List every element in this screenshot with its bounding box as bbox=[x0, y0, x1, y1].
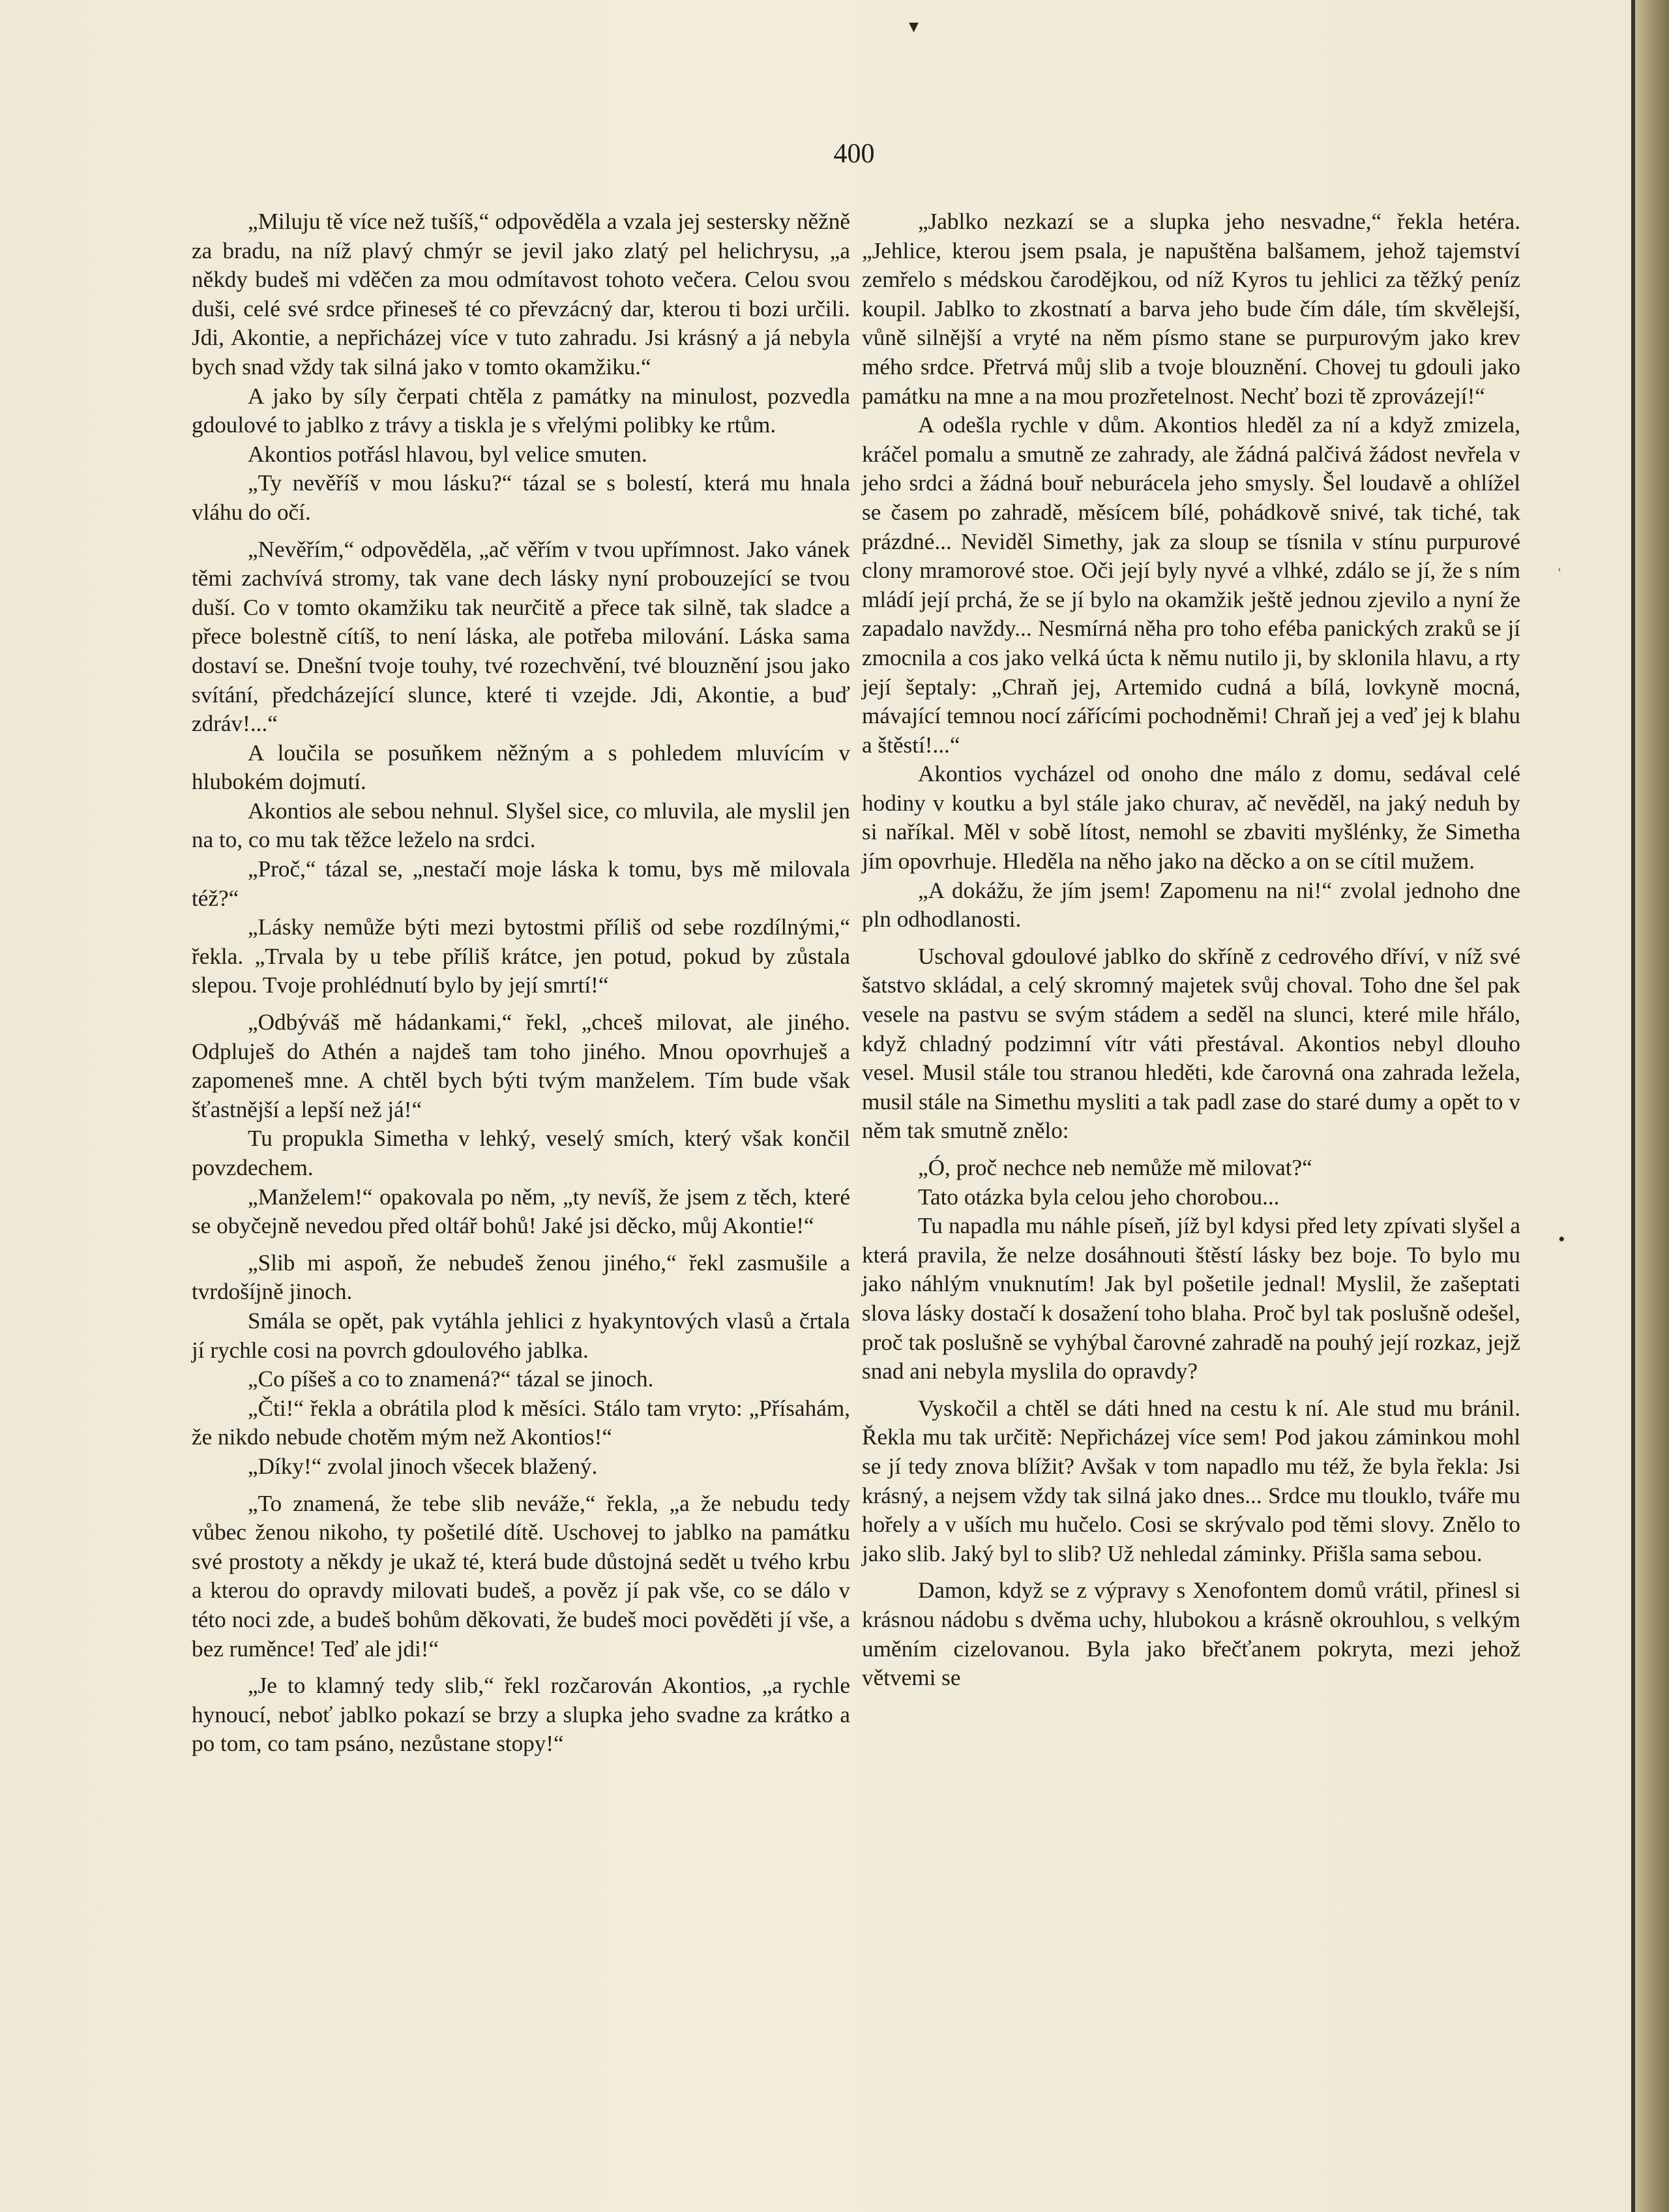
paragraph: „Co píšeš a co to znamená?“ tázal se jinoch. bbox=[248, 1366, 654, 1392]
paragraph: Damon, když se z výpravy s Xenofontem domů vrátil, přinesl si krásnou nádobu s dvěma uchy, hlubokou a krásně okrouhlou, s velkým uměním cizelovanou. Byla jako břečťanem pokryta, mezi jehož větvemi se bbox=[862, 1577, 1520, 1691]
paragraph: „Ó, proč nechce neb nemůže mě milovat?“ bbox=[918, 1155, 1312, 1180]
paragraph: A jako by síly čerpati chtěla z památky na minulost, pozvedla gdoulové to jablko z trávy a tiskla je s vřelými polibky ke rtům. bbox=[192, 383, 850, 438]
paragraph: Akontios vycházel od onoho dne málo z domu, sedával celé hodiny v koutku a byl stále jako churav, ač nevěděl, na jaký neduh by si naříkal. Měl v sobě lítost, nemohl se zbaviti myšlénky, že Simetha jím opovrhuje. Hleděla na něho jako na děcko a on se cítil mužem. bbox=[862, 761, 1520, 874]
paragraph: Tato otázka byla celou jeho chorobou... bbox=[918, 1184, 1280, 1210]
paragraph: „To znamená, že tebe slib neváže,“ řekla, „a že nebudu tedy vůbec ženou nikoho, ty pošetilé dítě. Uschovej to jablko na památku své prostoty a někdy je ukaž té, která bude důstojná sedět u tvého krbu a kterou do opravdy milovati budeš, a pověz jí pak vše, co se dálo v této noci zde, a budeš bohům děkovati, že budeš moci pověděti jí vše, a bez ruměnce! Teď ale jdi!“ bbox=[192, 1490, 850, 1662]
paragraph: Vyskočil a chtěl se dáti hned na cestu k ní. Ale stud mu bránil. Řekla mu tak určitě: Nepřicházej více sem! Pod jakou záminkou mohl se jí tedy znova blížit? Avšak v tom napadlo mu též, že byla řekla: Jsi krásný, a nejsem vždy tak silná jako dnes... Srdce mu tlouklo, tváře mu hořely a v uších mu hučelo. Cosi se skrývalo pod těmi slovy. Znělo to jako slib. Jaký byl to slib? Už nehledal záminky. Přišla sama sebou. bbox=[862, 1395, 1520, 1566]
left-column bbox=[192, 207, 850, 1759]
page-number: 400 bbox=[833, 139, 875, 169]
paragraph: „Ty nevěříš v mou lásku?“ tázal se s bolestí, která mu hnala vláhu do očí. bbox=[192, 470, 850, 525]
paragraph: „A dokážu, že jím jsem! Zapomenu na ni!“ zvolal jednoho dne pln odhodlanosti. bbox=[862, 877, 1520, 933]
print-mark-margin: ' bbox=[1558, 565, 1561, 581]
page-edge-binding bbox=[1635, 0, 1669, 2212]
paragraph: Akontios potřásl hlavou, byl velice smuten. bbox=[248, 441, 647, 467]
paragraph: „Odbýváš mě hádankami,“ řekl, „chceš milovat, ale jiného. Odpluješ do Athén a najdeš tam toho jiného. Mnou opovrhuješ a zapomeneš mne. A chtěl bych býti tvým manželem. Tím bude však šťastnější a lepší než já!“ bbox=[192, 1009, 850, 1122]
paragraph: Tu propukla Simetha v lehký, veselý smích, který však končil povzdechem. bbox=[192, 1126, 850, 1180]
paragraph: „Lásky nemůže býti mezi bytostmi příliš od sebe rozdílnými,“ řekla. „Trvala by u tebe příliš krátce, jen potud, pokud by zůstala slepou. Tvoje prohlédnutí bylo by její smrtí!“ bbox=[192, 914, 850, 998]
paragraph: „Slib mi aspoň, že nebudeš ženou jiného,“ řekl zasmušile a tvrdošíjně jinoch. bbox=[192, 1249, 850, 1305]
paragraph: „Proč,“ tázal se, „nestačí moje láska k tomu, bys mě milovala též?“ bbox=[192, 856, 850, 911]
paragraph: „Je to klamný tedy slib,“ řekl rozčarován Akontios, „a rychle hynoucí, neboť jablko pokazí se brzy a slupka jeho svadne za krátko a po tom, co tam psáno, nezůstane stopy!“ bbox=[192, 1673, 850, 1757]
paragraph: Akontios ale sebou nehnul. Slyšel sice, co mluvila, ale myslil jen na to, co mu tak těžce leželo na srdci. bbox=[192, 798, 850, 853]
right-column bbox=[862, 207, 1520, 1693]
paragraph: „Manželem!“ opakovala po něm, „ty nevíš, že jsem z těch, které se obyčejně nevedou před oltář bohů! Jaké jsi děcko, můj Akontie!“ bbox=[192, 1184, 850, 1239]
print-mark-right: • bbox=[1558, 1229, 1565, 1250]
paragraph: „Díky!“ zvolal jinoch všecek blažený. bbox=[248, 1453, 598, 1479]
paragraph: A loučila se posuňkem něžným a s pohledem mluvícím v hlubokém dojmutí. bbox=[192, 740, 850, 795]
paragraph: „Nevěřím,“ odpověděla, „ač věřím v tvou upřímnost. Jako vánek těmi zachvívá stromy, tak vane dech lásky nyní probouzející se tvou duší. Co v tomto okamžiku tak neurčitě a přece tak silně, tak sladce a přece bolestně cítíš, to není láska, ale potřeba milování. Láska sama dostaví se. Dnešní tvoje touhy, tvé rozechvění, tvé blouznění jsou jako svítání, předcházející slunce, které ti vzejde. Jdi, Akontie, a buď zdráv!...“ bbox=[192, 536, 850, 737]
paragraph: „Miluju tě více než tušíš,“ odpověděla a vzala jej sestersky něžně za bradu, na níž plavý chmýr se jevil jako zlatý pel helichrysu, „a někdy budeš mi vděčen za mou odmítavost tohoto večera. Celou svou duši, celé své srdce přineseš té co převzácný dar, kterou ti bozi určili. Jdi, Akontie, a nepřicházej více v tuto zahradu. Jsi krásný a já nebyla bych snad vždy tak silná jako v tomto okamžiku.“ bbox=[192, 209, 850, 380]
paragraph: Uschoval gdoulové jablko do skříně z cedrového dříví, v níž své šatstvo skládal, a celý skromný majetek svůj choval. Toho dne šel pak vesele na pastvu se svým stádem a seděl na slunci, které mile hřálo, když chladný podzimní vítr váti přestával. Akontios nebyl dlouho vesel. Musil stále tou stranou hleděti, kde čarovná ona zahrada ležela, musil stále na Simethu mysliti a tak padl zase do staré dumy a opět to v něm tak smutně znělo: bbox=[862, 943, 1520, 1144]
paragraph: „Čti!“ řekla a obrátila plod k měsíci. Stálo tam vryto: „Přísahám, že nikdo nebude chotěm mým než Akontios!“ bbox=[192, 1395, 850, 1450]
paragraph: „Jablko nezkazí se a slupka jeho nesvadne,“ řekla hetéra. „Jehlice, kterou jsem psala, je napuštěna balšamem, jehož tajemství zemřelo s médskou čarodějkou, od níž Kyros tu jehlici za těžký peníz koupil. Jablko to zkostnatí a barva jeho bude čím dále, tím skvělejší, vůně silnější a vryté na něm písmo stane se purpurovým jako krev mého srdce. Přetrvá můj slib a tvoje blouznění. Chovej tu gdouli jako památku na mne a na mou prozřetelnost. Nechť bozi tě zprovázejí!“ bbox=[862, 209, 1520, 409]
paragraph: A odešla rychle v dům. Akontios hleděl za ní a když zmizela, kráčel pomalu a smutně ze zahrady, ale žádná palčivá žádost nevřela v jeho srdci a žádná bouř neburácela jeho smysly. Šel loudavě a ohlížel se časem po zahradě, měsícem bílé, pohádkově snivé, tak tiché, tak prázdné... Neviděl Simethy, jak za sloup se tísnila v stínu purpurové clony mramorové stoe. Oči její byly nyvé a vlhké, zdálo se jí, že s ním mládí její prchá, že se jí bylo na okamžik ještě jednou zjevilo a nyní že zapadalo navždy... Nesmírná něha pro toho eféba panických zraků se jí zmocnila a cos jako velká úcta k němu nutilo ji, by sklonila hlavu, a rty její šeptaly: „Chraň jej, Artemido cudná a bílá, lovkyně mocná, mávající temnou nocí zářícími pochodněmi! Chraň jej a veď jej k blahu a štěstí!...“ bbox=[862, 412, 1520, 758]
paragraph: Smála se opět, pak vytáhla jehlici z hyakyntových vlasů a črtala jí rychle cosi na povrch gdoulového jablka. bbox=[192, 1308, 850, 1363]
paragraph: Tu napadla mu náhle píseň, jíž byl kdysi před lety zpívati slyšel a která pravila, že nelze dosáhnouti štěstí lásky bez boje. To bylo mu jako náhlým vnuknutím! Jak byl pošetile jednal! Myslil, že zašeptati slova lásky dostačí k dosažení toho blaha. Proč byl tak poslušně odešel, proč tak poslušně se vyhýbal čarovné zahradě na pouhý její rozkaz, jejž snad ani nebyla myslila do opravdy? bbox=[862, 1213, 1520, 1384]
print-mark-top: ▾ bbox=[909, 16, 919, 37]
